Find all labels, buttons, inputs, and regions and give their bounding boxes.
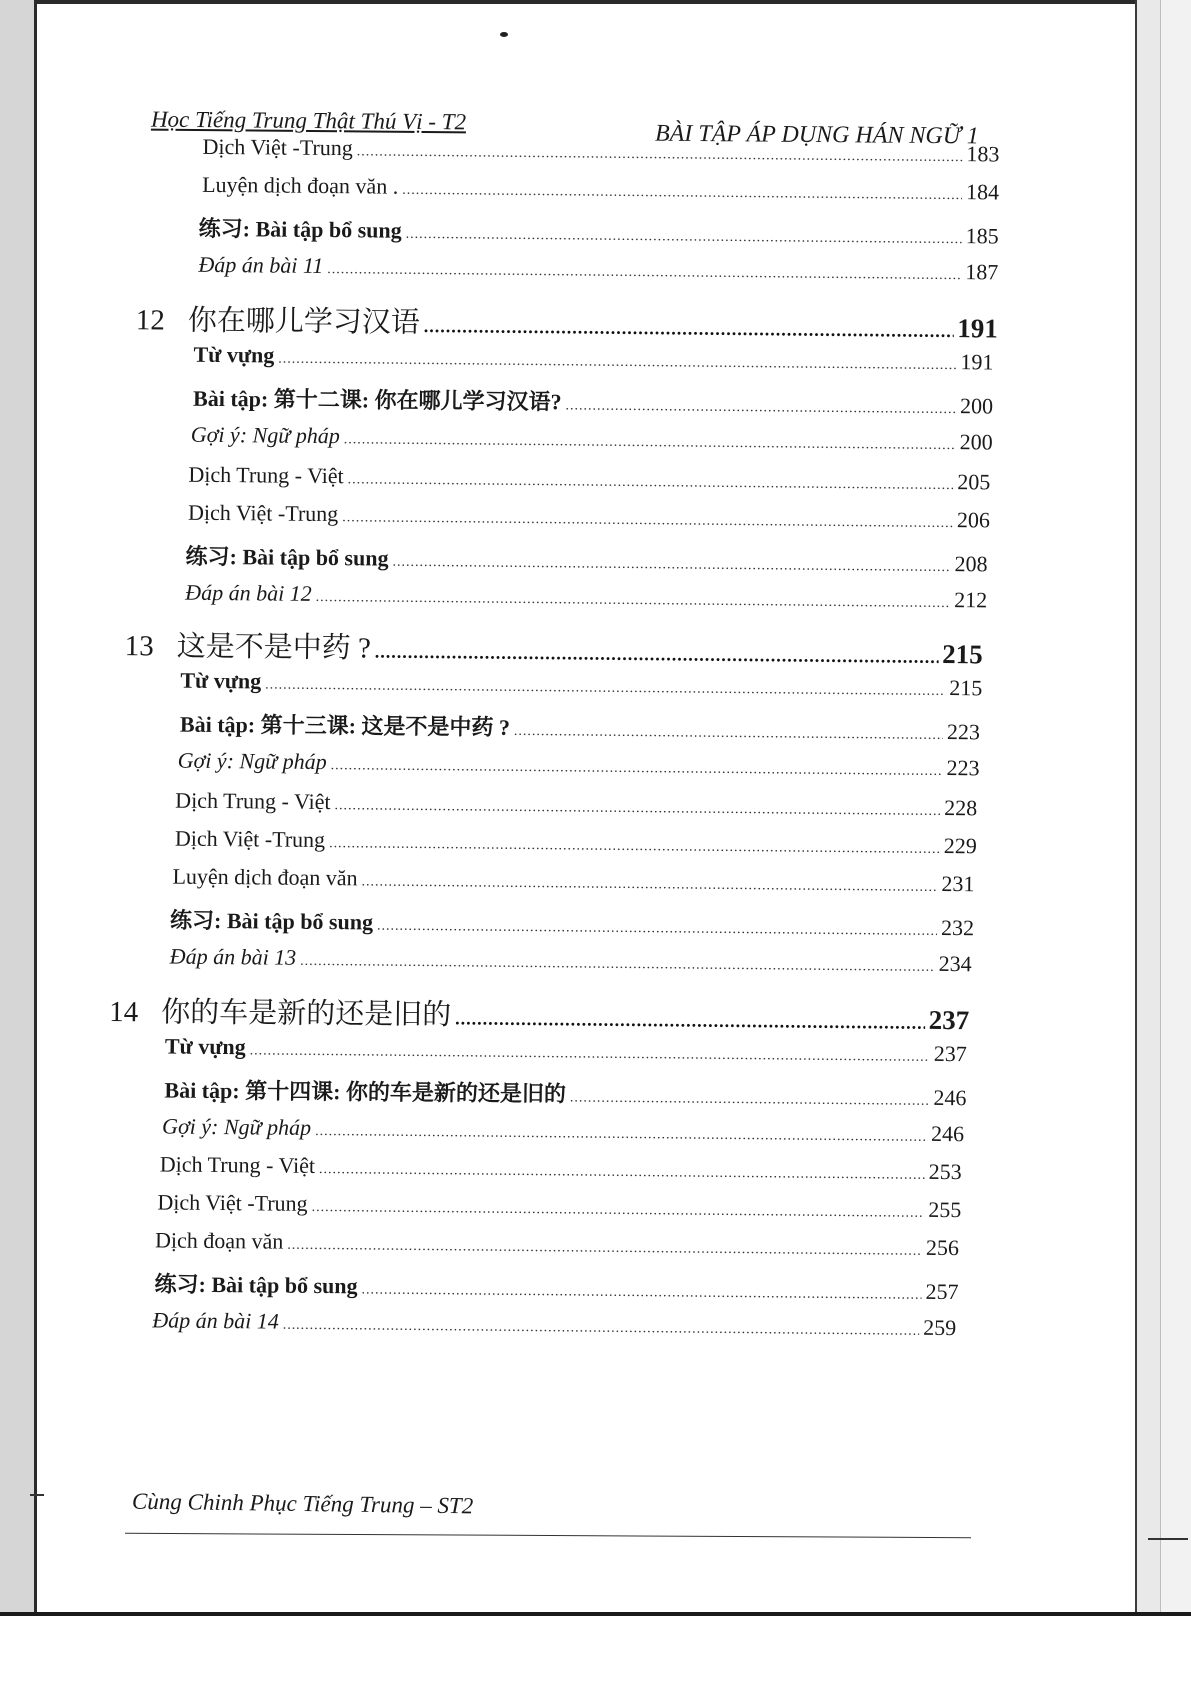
toc-entry-row[interactable] — [160, 1151, 962, 1185]
toc-dot-leader — [315, 1124, 927, 1146]
toc-entry-label: 你的车是新的还是旧的 — [161, 996, 452, 1032]
toc-page-number: 185 — [965, 223, 999, 249]
toc-page-number: 215 — [949, 675, 983, 701]
toc-entry-label: 你在哪儿学习汉语 — [187, 304, 421, 339]
running-header-right: BÀI TẬP ÁP DỤNG HÁN NGỮ 1 — [654, 120, 979, 150]
toc-dot-leader — [424, 316, 954, 342]
toc-page-number: 205 — [957, 469, 991, 495]
toc-entry-row[interactable] — [152, 1307, 956, 1341]
toc-entry-label: 这是不是中药 ? — [176, 630, 371, 665]
toc-entry-label: 练习: Bài tập bổ sung — [198, 215, 402, 243]
toc-entry-label: Đáp án bài 11 — [198, 251, 324, 278]
toc-entry-row[interactable] — [193, 382, 993, 421]
toc-entry-label: Luyện dịch đoạn văn — [172, 863, 358, 891]
toc-entry-row[interactable] — [175, 826, 977, 860]
toc-entry-row[interactable] — [175, 788, 977, 822]
toc-dot-leader — [455, 1008, 925, 1034]
toc-dot-leader — [319, 1162, 925, 1184]
toc-dot-leader — [357, 144, 963, 166]
toc-dot-leader — [334, 798, 940, 820]
toc-page-number: 228 — [944, 794, 978, 821]
toc-page-number: 208 — [954, 551, 988, 577]
toc-dot-leader — [406, 227, 962, 248]
toc-entry-label: Bài tập: 第十二课: 你在哪儿学习汉语? — [192, 385, 562, 415]
scan-border-bottom — [0, 1612, 1191, 1689]
toc-page-number: 223 — [946, 754, 980, 781]
toc-entry-row[interactable] — [191, 422, 993, 456]
toc-chapter-number: 14 — [109, 995, 139, 1029]
toc-chapter-row[interactable] — [125, 623, 983, 672]
toc-entry-row[interactable] — [185, 580, 987, 614]
toc-entry-row[interactable] — [188, 500, 990, 534]
toc-entry-label: Dịch Trung - Việt — [188, 461, 344, 489]
toc-page-number: 253 — [928, 1158, 962, 1185]
toc-dot-leader — [327, 262, 961, 284]
toc-entry-label: Bài tập: 第十四课: 你的车是新的还是旧的 — [164, 1077, 567, 1107]
toc-page-number: 259 — [923, 1314, 957, 1341]
toc-entry-row[interactable] — [185, 540, 987, 579]
toc-entry-label: Từ vựng — [164, 1033, 246, 1060]
toc-dot-leader — [392, 555, 950, 576]
toc-entry-label: Bài tập: 第十三课: 这是不是中药 ? — [179, 711, 511, 740]
toc-entry-row[interactable] — [180, 668, 982, 702]
toc-chapter-row[interactable] — [136, 297, 998, 346]
toc-dot-leader — [375, 642, 939, 668]
toc-entry-row[interactable] — [199, 212, 999, 251]
toc-entry-label: Đáp án bài 14 — [152, 1307, 279, 1334]
toc-entry-row[interactable] — [157, 1189, 961, 1223]
toc-page-number: 183 — [966, 141, 1000, 167]
toc-chapter-number: 12 — [135, 304, 166, 337]
toc-dot-leader — [342, 510, 953, 532]
toc-dot-leader — [312, 1200, 925, 1222]
toc-entry-row[interactable] — [170, 904, 974, 943]
toc-page-number: 256 — [925, 1234, 960, 1261]
toc-page-number: 234 — [938, 950, 972, 977]
toc-dot-leader — [331, 758, 943, 780]
toc-dot-leader — [316, 590, 951, 612]
toc-entry-label: Dịch Việt -Trung — [202, 133, 353, 161]
toc-dot-leader — [377, 919, 937, 940]
toc-page-number: 257 — [925, 1278, 959, 1305]
toc-entry-row[interactable] — [164, 1074, 966, 1113]
toc-entry-row[interactable] — [188, 462, 990, 496]
toc-entry-row[interactable] — [154, 1267, 958, 1306]
toc-dot-leader — [300, 954, 935, 976]
toc-dot-leader — [362, 874, 938, 896]
toc-entry-label: 练习: Bài tập bổ sung — [185, 543, 389, 571]
toc-page-number: 246 — [933, 1084, 967, 1111]
toc-page-number: 200 — [959, 393, 994, 419]
toc-entry-label: Dịch đoạn văn — [154, 1227, 284, 1254]
toc-dot-leader — [278, 352, 956, 375]
toc-chapter-row[interactable] — [109, 989, 969, 1038]
toc-entry-row[interactable] — [180, 708, 980, 747]
toc-entry-row[interactable] — [172, 864, 974, 898]
toc-entry-label: Từ vựng — [193, 341, 275, 368]
toc-entry-row[interactable] — [198, 252, 998, 286]
toc-entry-label: Dịch Việt -Trung — [157, 1189, 308, 1216]
toc-dot-leader — [283, 1318, 920, 1340]
toc-dot-leader — [265, 677, 945, 700]
toc-chapter-number: 13 — [124, 630, 154, 663]
toc-entry-label: Đáp án bài 13 — [169, 943, 297, 970]
toc-entry-label: Đáp án bài 12 — [185, 579, 312, 606]
toc-entry-row[interactable] — [165, 1034, 967, 1068]
toc-page-number: 229 — [943, 832, 977, 859]
toc-page-number: 206 — [956, 507, 991, 533]
toc-entry-label: 练习: Bài tập bổ sung — [154, 1271, 358, 1299]
toc-entry-label: Gợi ý: Ngữ pháp — [190, 421, 340, 449]
running-header-left: Học Tiếng Trung Thật Thú Vị - T2 — [150, 106, 467, 135]
toc-dot-leader — [344, 432, 956, 454]
toc-page-number: 212 — [954, 587, 988, 613]
toc-page-number: 191 — [957, 313, 998, 344]
toc-dot-leader — [565, 398, 956, 418]
toc-dot-leader — [329, 836, 940, 858]
toc-dot-leader — [402, 183, 962, 204]
toc-page-number: 231 — [941, 870, 975, 897]
toc-dot-leader — [514, 724, 943, 744]
toc-page-number: 187 — [965, 259, 999, 285]
toc-entry-label: Gợi ý: Ngữ pháp — [162, 1113, 312, 1140]
toc-page-number: 237 — [928, 1004, 970, 1036]
toc-entry-row[interactable] — [178, 748, 980, 782]
toc-page-number: 255 — [928, 1196, 962, 1223]
document-page — [37, 4, 1133, 1610]
toc-entry-label: Luyện dịch đoạn văn . — [202, 171, 399, 199]
toc-entry-row[interactable] — [202, 172, 999, 206]
toc-dot-leader — [287, 1238, 922, 1260]
margin-tick — [1148, 1538, 1188, 1540]
toc-dot-leader — [570, 1090, 930, 1109]
toc-page-number: 184 — [966, 179, 1000, 205]
toc-entry-row[interactable] — [162, 1113, 964, 1147]
toc-page-number: 223 — [946, 719, 981, 745]
toc-entry-row[interactable] — [155, 1227, 959, 1261]
running-footer: Cùng Chinh Phục Tiếng Trung – ST2 — [131, 1488, 474, 1519]
toc-dot-leader — [348, 472, 954, 494]
toc-page-number: 246 — [930, 1120, 965, 1147]
toc-entry-label: Dịch Trung - Việt — [175, 787, 331, 815]
toc-entry-label: Dịch Việt -Trung — [174, 825, 326, 853]
toc-entry-row[interactable] — [202, 134, 999, 168]
toc-entry-label: Từ vựng — [180, 667, 262, 694]
table-of-contents — [24, 0, 1135, 1615]
toc-dot-leader — [250, 1043, 930, 1066]
toc-entry-label: Gợi ý: Ngữ pháp — [177, 747, 327, 775]
toc-page-number: 215 — [942, 638, 983, 670]
toc-entry-row[interactable] — [193, 342, 993, 376]
toc-dot-leader — [361, 1282, 921, 1303]
toc-entry-label: 练习: Bài tập bổ sung — [169, 907, 374, 935]
scan-border-right-inner — [1160, 0, 1191, 1615]
toc-entry-label: Dịch Trung - Việt — [159, 1151, 316, 1178]
toc-page-number: 191 — [960, 349, 994, 375]
toc-page-number: 200 — [959, 429, 993, 455]
toc-entry-label: Dịch Việt -Trung — [187, 499, 339, 527]
toc-entry-row[interactable] — [170, 944, 972, 978]
toc-page-number: 237 — [933, 1040, 967, 1067]
toc-page-number: 232 — [940, 914, 975, 941]
